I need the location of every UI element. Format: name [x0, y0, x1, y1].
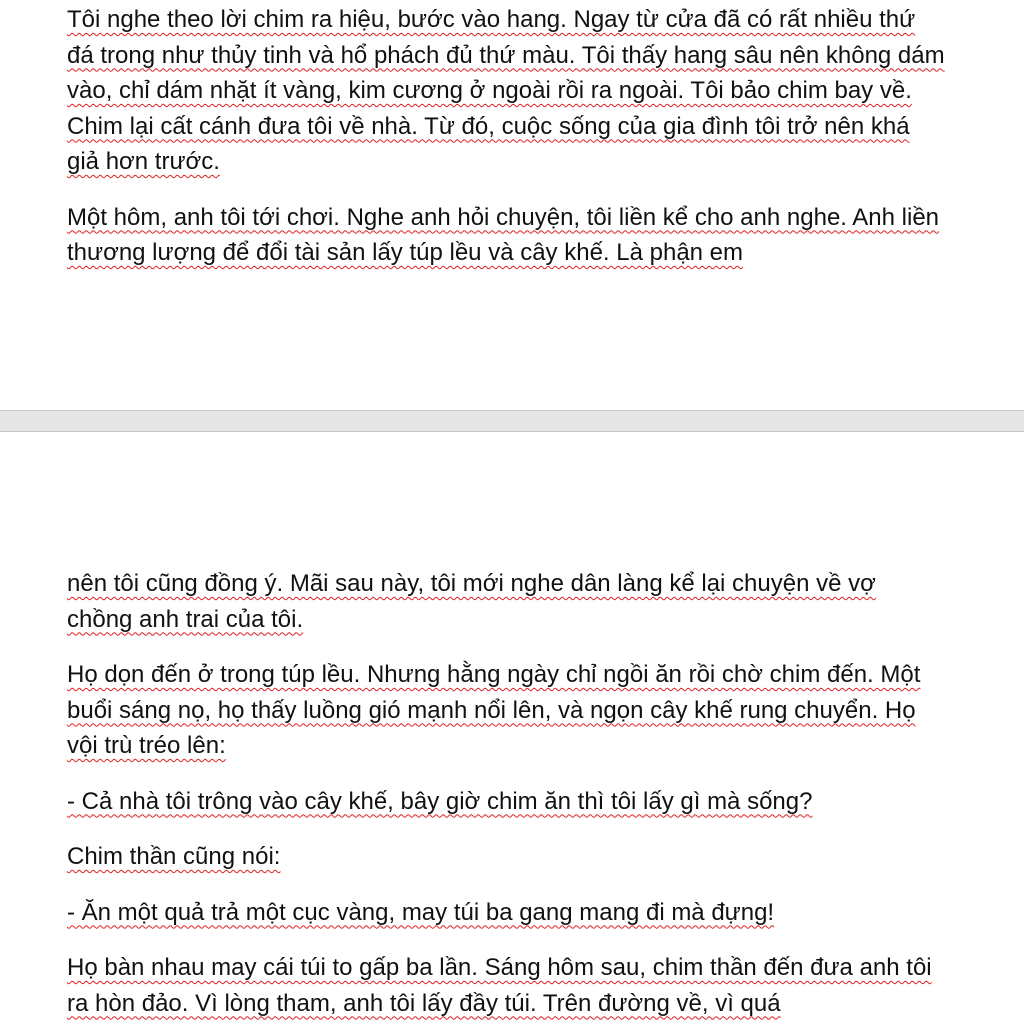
paragraph[interactable]: - Cả nhà tôi trông vào cây khế, bây giờ chim ăn thì tôi lấy gì mà sống?: [67, 787, 813, 815]
page-break-separator: [0, 410, 1024, 432]
document-page-2: [0, 432, 1024, 1035]
paragraph[interactable]: nên tôi cũng đồng ý. Mãi sau này, tôi mới nghe dân làng kể lại chuyện về vợ chồng anh trai của tôi.: [67, 570, 876, 633]
page-2-text-body[interactable]: [67, 566, 947, 1021]
page-1-text-body[interactable]: [67, 2, 947, 271]
paragraph[interactable]: - Ăn một quả trả một cục vàng, may túi ba gang mang đi mà đựng!: [67, 898, 775, 926]
document-page-1: [0, 0, 1024, 410]
paragraph[interactable]: Chim thần cũng nói:: [67, 843, 281, 870]
paragraph[interactable]: Họ dọn đến ở trong túp lều. Nhưng hằng ngày chỉ ngồi ăn rồi chờ chim đến. Một buổi sáng nọ, họ thấy luồng gió mạnh nổi lên, và ngọn cây khế rung chuyển. Họ vội trù tréo lên:: [67, 661, 921, 759]
paragraph[interactable]: Một hôm, anh tôi tới chơi. Nghe anh hỏi chuyện, tôi liền kể cho anh nghe. Anh liền thương lượng để đổi tài sản lấy túp lều và cây khế. Là phận em: [67, 203, 940, 266]
paragraph[interactable]: Tôi nghe theo lời chim ra hiệu, bước vào hang. Ngay từ cửa đã có rất nhiều thứ đá trong như thủy tinh và hổ phách đủ thứ màu. Tôi thấy hang sâu nên không dám vào, chỉ dám nhặt ít vàng, kim cương ở ngoài rồi ra ngoài. Tôi bảo chim bay về. Chim lại cất cánh đưa tôi về nhà. Từ đó, cuộc sống của gia đình tôi trở nên khá giả hơn trước.: [67, 6, 945, 175]
paragraph[interactable]: Họ bàn nhau may cái túi to gấp ba lần. Sáng hôm sau, chim thần đến đưa anh tôi ra hòn đảo. Vì lòng tham, anh tôi lấy đầy túi. Trên đường về, vì quá: [67, 954, 932, 1017]
